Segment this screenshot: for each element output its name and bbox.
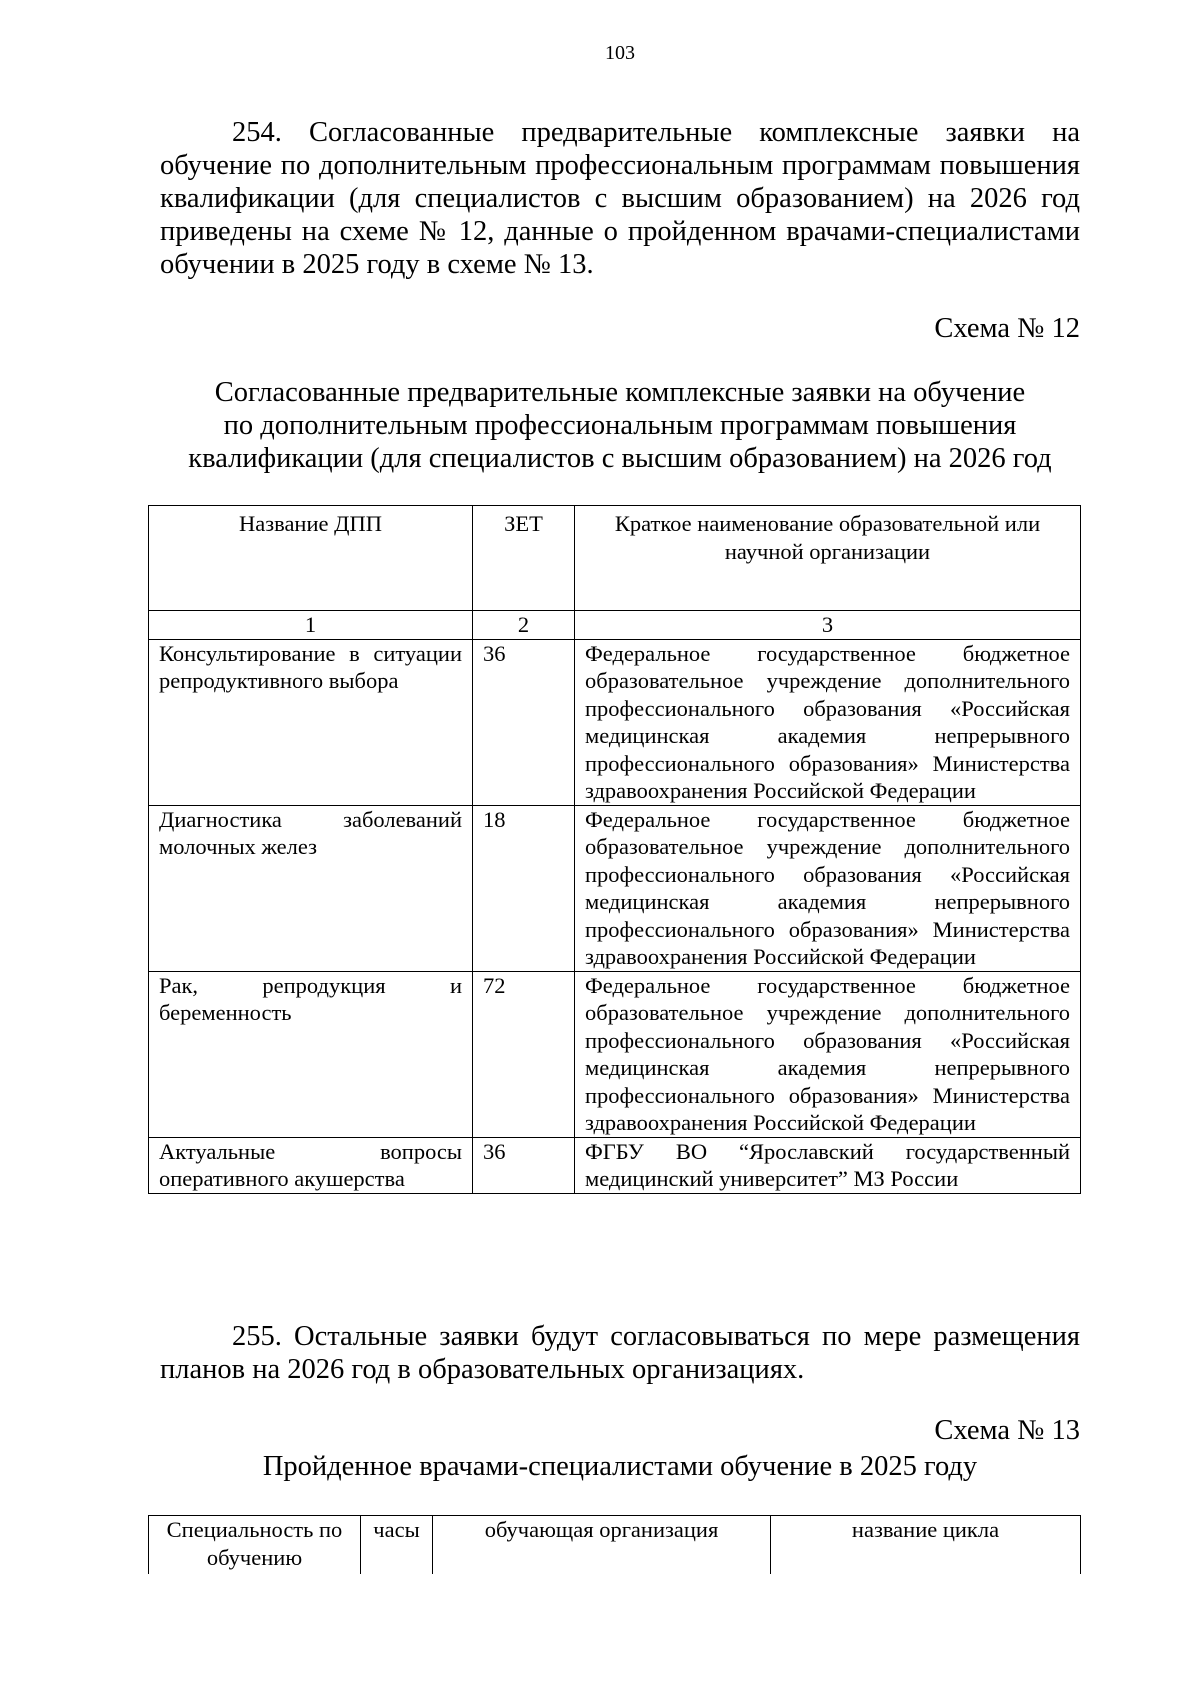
scheme-13-label: Схема № 13 [934,1415,1080,1446]
dpp-name-cell: Диагностика заболеваний молочных желез [149,805,473,971]
organization-cell: Федеральное государственное бюджетное образовательное учреждение дополнительного профессионального образования «Российская медицинская академия непрерывного профессионального образования» Министерства здравоохранения Российской Федерации [575,639,1081,805]
column-number: 1 [149,611,473,640]
scheme-13-table [148,1515,1081,1574]
organization-cell: Федеральное государственное бюджетное образовательное учреждение дополнительного профессионального образования «Российская медицинская академия непрерывного профессионального образования» Министерства здравоохранения Российской Федерации [575,971,1081,1137]
title-line: Согласованные предварительные комплексные заявки на обучение [214,377,1026,408]
header-specialty: Специальность по обучению [149,1516,361,1575]
paragraph-line: планов на 2026 год в образовательных организациях. [160,1354,805,1385]
header-training-organization: обучающая организация [433,1516,771,1575]
title-line: квалификации (для специалистов с высшим образованием) на 2026 год [188,443,1052,474]
page-number: 103 [605,42,635,64]
table-row [149,971,1081,1137]
scheme-13-title: Пройденное врачами-специалистами обучение в 2025 году [262,1451,978,1482]
column-number: 3 [575,611,1081,640]
scheme-12-table [148,505,1081,1194]
paragraph-line: приведены на схеме № 12, данные о пройденном врачами-специалистами [160,216,1080,247]
header-cycle-name: название цикла [771,1516,1081,1575]
organization-cell: Федеральное государственное бюджетное образовательное учреждение дополнительного профессионального образования «Российская медицинская академия непрерывного профессионального образования» Министерства здравоохранения Российской Федерации [575,805,1081,971]
organization-cell: ФГБУ ВО “Ярославский государственный медицинский университет” МЗ России [575,1137,1081,1193]
zet-cell: 72 [473,971,575,1137]
table-row [149,639,1081,805]
column-number: 2 [473,611,575,640]
zet-cell: 36 [473,1137,575,1193]
table-row [149,805,1081,971]
paragraph-line: 254. Согласованные предварительные комплексные заявки на [232,117,1080,148]
table-row [149,1137,1081,1193]
header-hours: часы [361,1516,433,1575]
column-number-row [149,611,1081,640]
header-organization: Краткое наименование образовательной или научной организации [575,506,1081,611]
paragraph-254 [160,116,1080,281]
dpp-name-cell: Актуальные вопросы оперативного акушерства [149,1137,473,1193]
scheme-12-label: Схема № 12 [934,313,1080,344]
zet-cell: 36 [473,639,575,805]
paragraph-line: 255. Остальные заявки будут согласовываться по мере размещения [232,1321,1080,1352]
dpp-name-cell: Рак, репродукция и беременность [149,971,473,1137]
paragraph-line: обучении в 2025 году в схеме № 13. [160,249,594,280]
paragraph-255 [160,1320,1080,1386]
title-line: по дополнительным профессиональным программам повышения [223,410,1017,441]
header-dpp-name: Название ДПП [149,506,473,611]
paragraph-line: обучение по дополнительным профессиональным программам повышения [160,150,1080,181]
table-header-row [149,506,1081,611]
zet-cell: 18 [473,805,575,971]
header-zet: ЗЕТ [473,506,575,611]
table-header-row [149,1516,1081,1575]
paragraph-line: квалификации (для специалистов с высшим образованием) на 2026 год [160,183,1080,214]
scheme-12-title [160,376,1080,475]
dpp-name-cell: Консультирование в ситуации репродуктивного выбора [149,639,473,805]
